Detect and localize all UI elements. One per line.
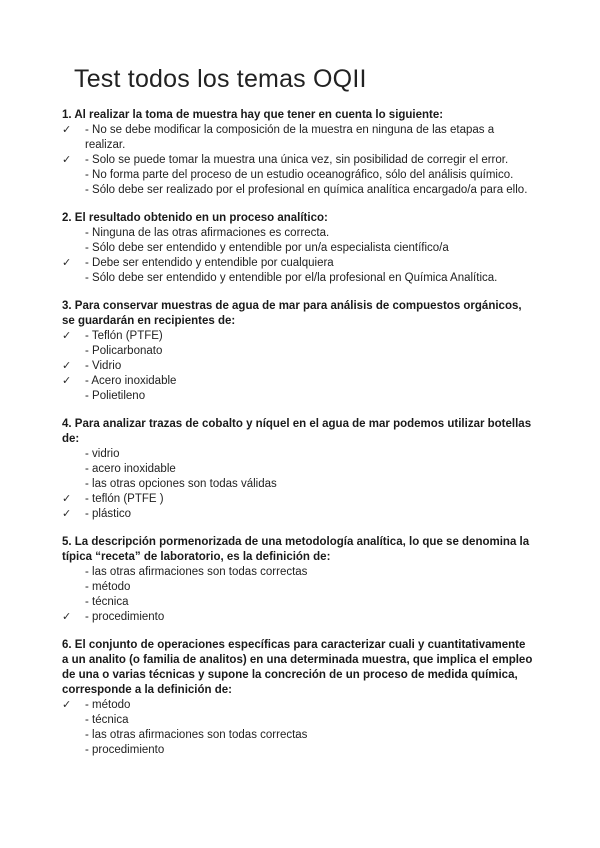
- checkmark-icon: ✓: [62, 124, 72, 136]
- checkmark-icon: ✓: [62, 154, 72, 166]
- options-list: [62, 447, 538, 522]
- options-list: [62, 123, 538, 198]
- option-text: - las otras afirmaciones son todas correctas: [85, 729, 308, 741]
- question-heading: 2. El resultado obtenido en un proceso analítico:: [62, 212, 328, 224]
- option-text: - Vidrio: [85, 360, 122, 372]
- option-text: - No se debe modificar la composición de la muestra en ninguna de las etapas a realizar.: [85, 124, 495, 151]
- option-text: - procedimiento: [85, 744, 165, 756]
- question-block: [62, 299, 538, 404]
- option-text: - método: [85, 699, 131, 711]
- option-text: - Sólo debe ser entendido y entendible por el/la profesional en Química Analítica.: [85, 272, 498, 284]
- option-text: - Sólo debe ser entendido y entendible por un/a especialista científico/a: [85, 242, 449, 254]
- checkmark-icon: ✓: [62, 699, 72, 711]
- checkmark-icon: ✓: [62, 360, 72, 372]
- option-text: - técnica: [85, 714, 129, 726]
- option-row: [62, 713, 538, 728]
- option-text: - Sólo debe ser realizado por el profesional en química analítica encargado/a para ello.: [85, 184, 528, 196]
- option-row: [62, 271, 538, 286]
- options-list: [62, 565, 538, 625]
- option-text: - acero inoxidable: [85, 463, 176, 475]
- option-text: - Acero inoxidable: [85, 375, 177, 387]
- checkmark-icon: ✓: [62, 330, 72, 342]
- question-block: [62, 638, 538, 758]
- question-heading: 5. La descripción pormenorizada de una metodología analítica, lo que se denomina la típica “receta” de laboratorio, es la definición de:: [62, 536, 530, 563]
- option-row: [62, 565, 538, 580]
- option-text: - Solo se puede tomar la muestra una única vez, sin posibilidad de corregir el error.: [85, 154, 509, 166]
- option-text: - Ninguna de las otras afirmaciones es correcta.: [85, 227, 330, 239]
- option-text: - procedimiento: [85, 611, 165, 623]
- question-heading: 3. Para conservar muestras de agua de mar para análisis de compuestos orgánicos, se guardarán en recipientes de:: [62, 300, 522, 327]
- option-row: [62, 743, 538, 758]
- option-row: [62, 698, 538, 713]
- option-row: [62, 595, 538, 610]
- options-list: [62, 698, 538, 758]
- option-text: - Debe ser entendido y entendible por cualquiera: [85, 257, 334, 269]
- option-text: - teflón (PTFE ): [85, 493, 164, 505]
- option-row: [62, 389, 538, 404]
- option-row: [62, 728, 538, 743]
- option-row: [62, 374, 538, 389]
- option-text: - No forma parte del proceso de un estudio oceanográfico, sólo del análisis químico.: [85, 169, 514, 181]
- question-block: [62, 211, 538, 286]
- option-text: - Policarbonato: [85, 345, 163, 357]
- question-block: [62, 535, 538, 625]
- question-heading: 4. Para analizar trazas de cobalto y níquel en el agua de mar podemos utilizar botellas de:: [62, 418, 532, 445]
- question-heading: 1. Al realizar la toma de muestra hay que tener en cuenta lo siguiente:: [62, 109, 444, 121]
- option-text: - plástico: [85, 508, 132, 520]
- option-text: - Teflón (PTFE): [85, 330, 163, 342]
- checkmark-icon: ✓: [62, 257, 72, 269]
- option-row: [62, 241, 538, 256]
- option-row: [62, 462, 538, 477]
- option-text: - técnica: [85, 596, 129, 608]
- option-row: [62, 329, 538, 344]
- page-title: Test todos los temas OQII: [74, 65, 367, 93]
- option-text: - método: [85, 581, 131, 593]
- question-block: [62, 417, 538, 522]
- option-row: [62, 507, 538, 522]
- checkmark-icon: ✓: [62, 375, 72, 387]
- option-row: [62, 580, 538, 595]
- option-text: - las otras opciones son todas válidas: [85, 478, 277, 490]
- options-list: [62, 226, 538, 286]
- checkmark-icon: ✓: [62, 493, 72, 505]
- option-row: [62, 492, 538, 507]
- option-row: [62, 183, 538, 198]
- option-row: [62, 344, 538, 359]
- option-row: [62, 447, 538, 462]
- option-text: - vidrio: [85, 448, 120, 460]
- option-row: [62, 477, 538, 492]
- option-text: - las otras afirmaciones son todas correctas: [85, 566, 308, 578]
- question-block: [62, 108, 538, 198]
- options-list: [62, 329, 538, 404]
- option-text: - Polietileno: [85, 390, 146, 402]
- option-row: [62, 610, 538, 625]
- question-heading: 6. El conjunto de operaciones específicas para caracterizar cuali y cuantitativamente a un analito (o familia de analitos) en una determinada muestra, que implica el empleo de una o varias técnicas y supone la concreción de un proceso de medida química, corresponde a la definición de:: [62, 639, 533, 696]
- option-row: [62, 153, 538, 168]
- option-row: [62, 226, 538, 241]
- questions-list: [62, 108, 538, 758]
- checkmark-icon: ✓: [62, 611, 72, 623]
- option-row: [62, 359, 538, 374]
- option-row: [62, 256, 538, 271]
- option-row: [62, 123, 538, 153]
- option-row: [62, 168, 538, 183]
- checkmark-icon: ✓: [62, 508, 72, 520]
